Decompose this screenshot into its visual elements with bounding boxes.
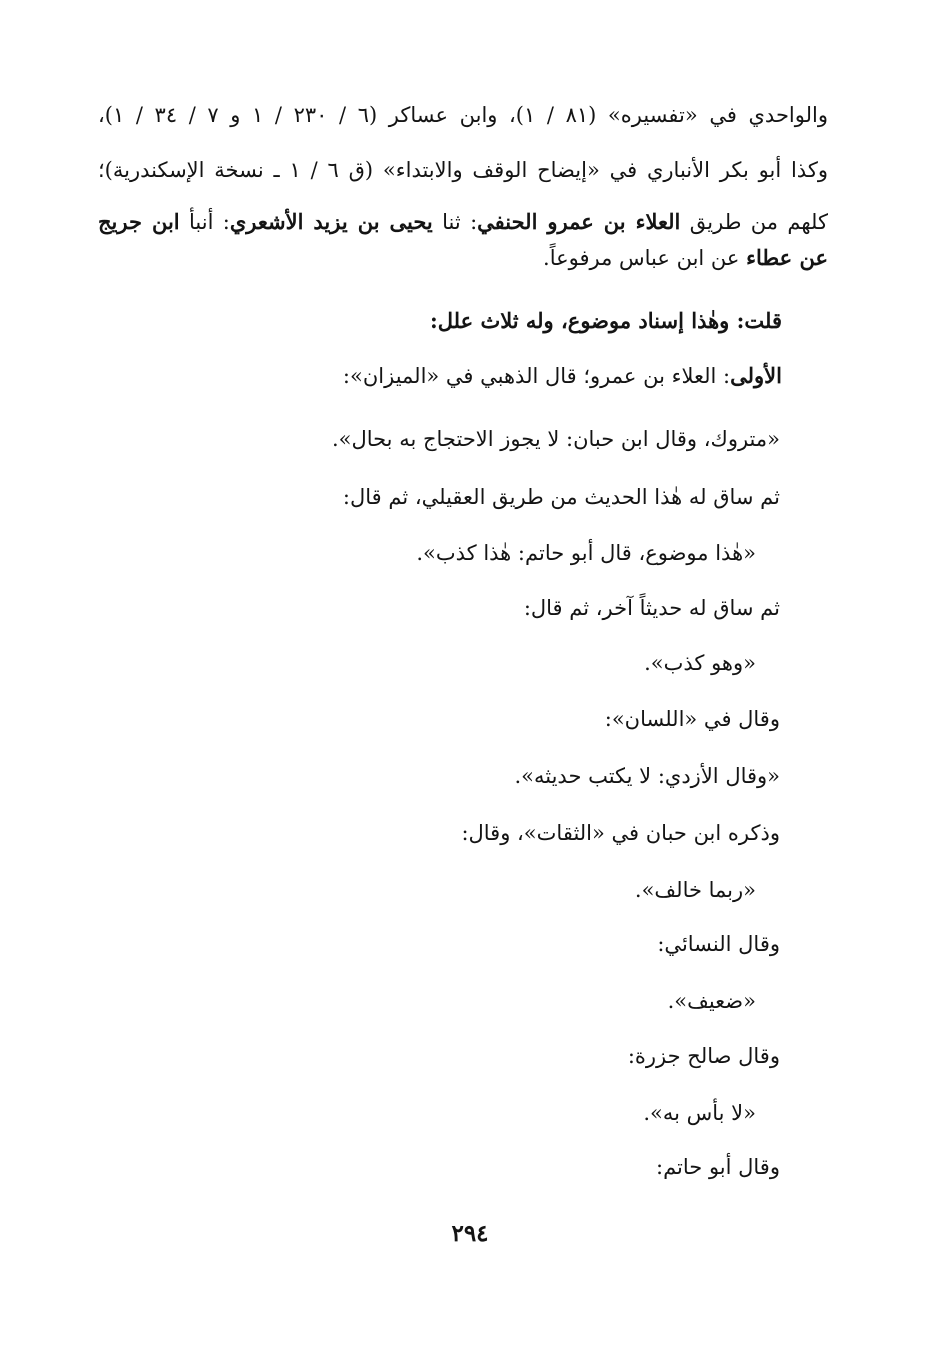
- narrator-name: عن عطاء: [746, 245, 828, 270]
- quote-line: «وهو كذب».: [644, 651, 756, 675]
- narrator-name: ابن جريج: [98, 209, 180, 234]
- body-line: وذكره ابن حبان في «الثقات»، وقال:: [461, 821, 780, 845]
- quote-line: «ربما خالف».: [634, 878, 756, 902]
- paragraph-line-4: [98, 243, 828, 273]
- body-line: ثم ساق له هٰذا الحديث من طريق العقيلي، ثم قال:: [342, 485, 780, 509]
- body-line: وقال صالح جزرة:: [627, 1044, 780, 1068]
- body-line: ثم ساق له حديثاً آخر، ثم قال:: [523, 596, 780, 620]
- body-line: وقال أبو حاتم:: [656, 1155, 780, 1179]
- quote-line: «لا بأس به».: [643, 1101, 756, 1125]
- paragraph-line-2: وكذا أبو بكر الأنباري في «إيضاح الوقف والابتداء» (ق ٦ / ١ ـ نسخة الإسكندرية)؛: [98, 158, 828, 182]
- quote-line: «متروك، وقال ابن حبان: لا يجوز الاحتجاج به بحال».: [331, 427, 780, 451]
- first-defect-line: [343, 361, 782, 391]
- narrator-name: العلاء بن عمرو الحنفي: [477, 209, 681, 234]
- first-defect-label: الأولى: [730, 363, 782, 388]
- quote-line: «وقال الأزدي: لا يكتب حديثه».: [514, 764, 780, 788]
- qult-heading: قلت: وهٰذا إسناد موضوع، وله ثلاث علل:: [430, 308, 782, 333]
- text-run: عن ابن عباس مرفوعاً.: [543, 246, 740, 270]
- quote-line: «هٰذا موضوع، قال أبو حاتم: هٰذا كذب».: [416, 541, 756, 565]
- narrator-name: يحيى بن يزيد الأشعري: [229, 209, 433, 234]
- quote-line: «ضعيف».: [667, 989, 756, 1013]
- text-run: : أنبأ: [189, 210, 230, 234]
- paragraph-line-1: والواحدي في «تفسيره» (٨١ / ١)، وابن عساكر (٦ / ٢٣٠ / ١ و ٧ / ٣٤ / ١)،: [98, 103, 828, 127]
- text-run: كلهم من طريق: [689, 210, 828, 234]
- body-line: وقال النسائي:: [657, 932, 780, 956]
- body-line: وقال في «اللسان»:: [604, 707, 780, 731]
- page-number: ٢٩٤: [451, 1220, 489, 1247]
- first-defect-text: : العلاء بن عمرو؛ قال الذهبي في «الميزان»:: [342, 364, 731, 388]
- paragraph-line-3: [98, 207, 828, 237]
- text-run: : ثنا: [442, 210, 478, 234]
